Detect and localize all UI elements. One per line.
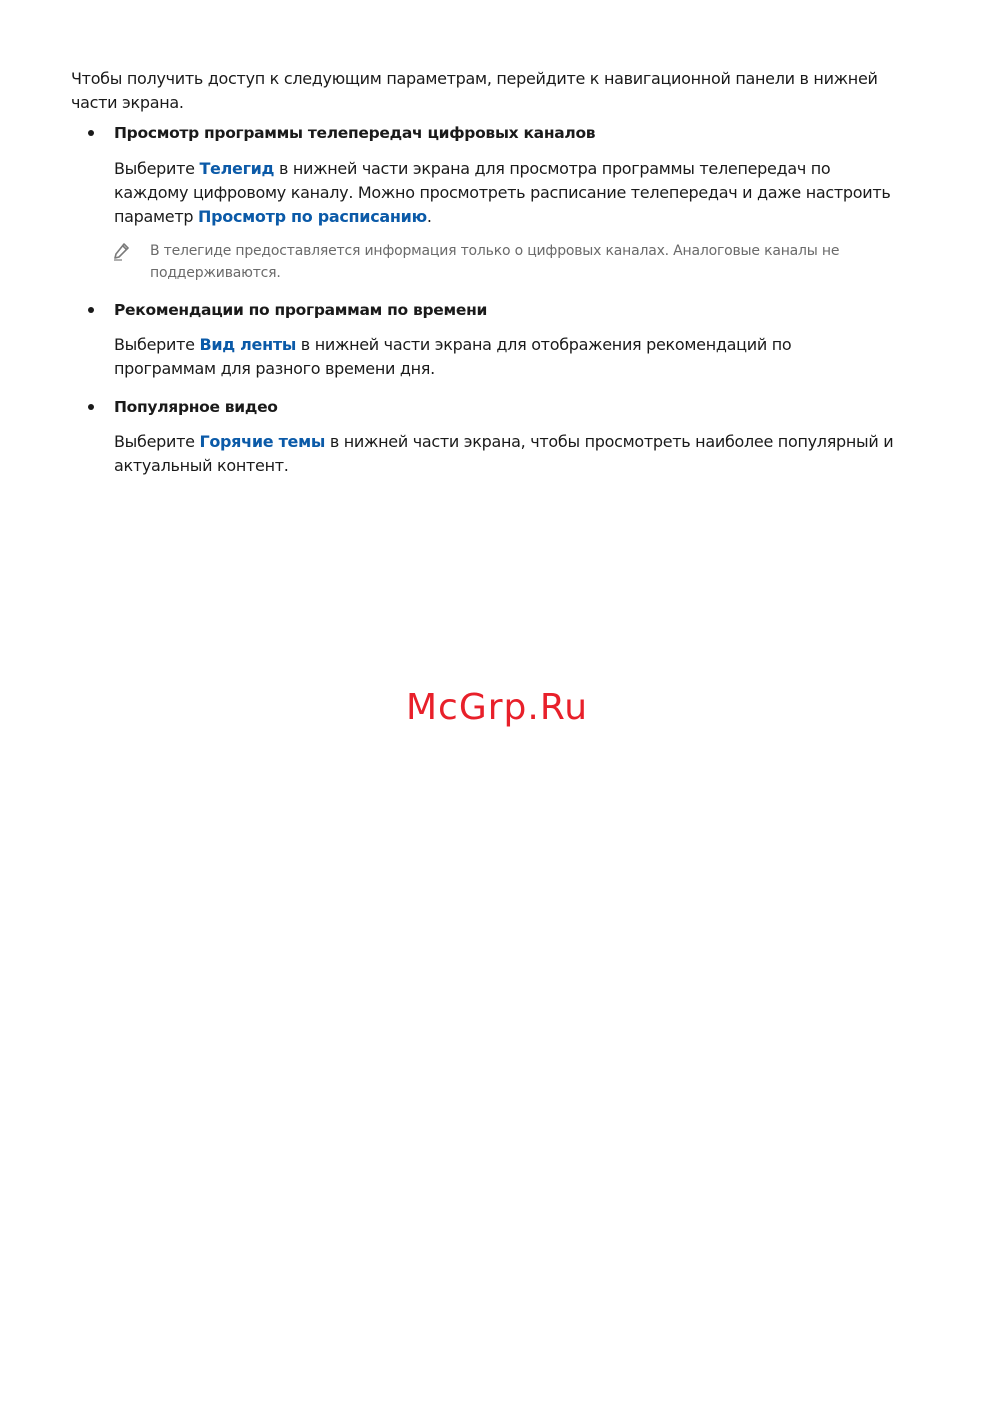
link-telegid[interactable]: Телегид xyxy=(199,159,275,178)
bullet-icon xyxy=(88,130,94,136)
item-text: Выберите xyxy=(114,432,200,451)
item-title: Рекомендации по программам по времени xyxy=(114,301,488,319)
item-title: Популярное видео xyxy=(114,398,278,416)
watermark-logo: McGrp.Ru xyxy=(406,687,589,728)
item-description xyxy=(114,333,894,381)
item-text: в нижней части экрана, чтобы просмотреть наиболее популярный и актуальный контент. xyxy=(114,432,894,475)
bullet-icon xyxy=(88,404,94,410)
intro-paragraph: Чтобы получить доступ к следующим параметрам, перейдите к навигационной панели в нижней части экрана. xyxy=(71,69,878,112)
item-text: Выберите xyxy=(114,159,200,178)
note-text: В телегиде предоставляется информация только о цифровых каналах. Аналоговые каналы не поддерживаются. xyxy=(150,243,840,281)
link-feed-view[interactable]: Вид ленты xyxy=(199,335,297,354)
item-text: . xyxy=(426,207,432,226)
item-text: Выберите xyxy=(114,335,200,354)
item-text: в нижней части экрана для отображения рекомендаций по программам для разного времени дня. xyxy=(114,335,792,378)
item-description xyxy=(114,157,894,229)
link-schedule-view[interactable]: Просмотр по расписанию xyxy=(198,207,427,226)
item-title: Просмотр программы телепередач цифровых каналов xyxy=(114,124,596,142)
item-text: в нижней части экрана для просмотра программы телепередач по каждому цифровому каналу. Можно просмотреть расписание телепередач и даже настроить параметр xyxy=(114,159,891,226)
item-description xyxy=(114,430,894,478)
link-hot-topics[interactable]: Горячие темы xyxy=(199,432,326,451)
bullet-icon xyxy=(88,307,94,313)
pencil-icon xyxy=(113,243,129,261)
